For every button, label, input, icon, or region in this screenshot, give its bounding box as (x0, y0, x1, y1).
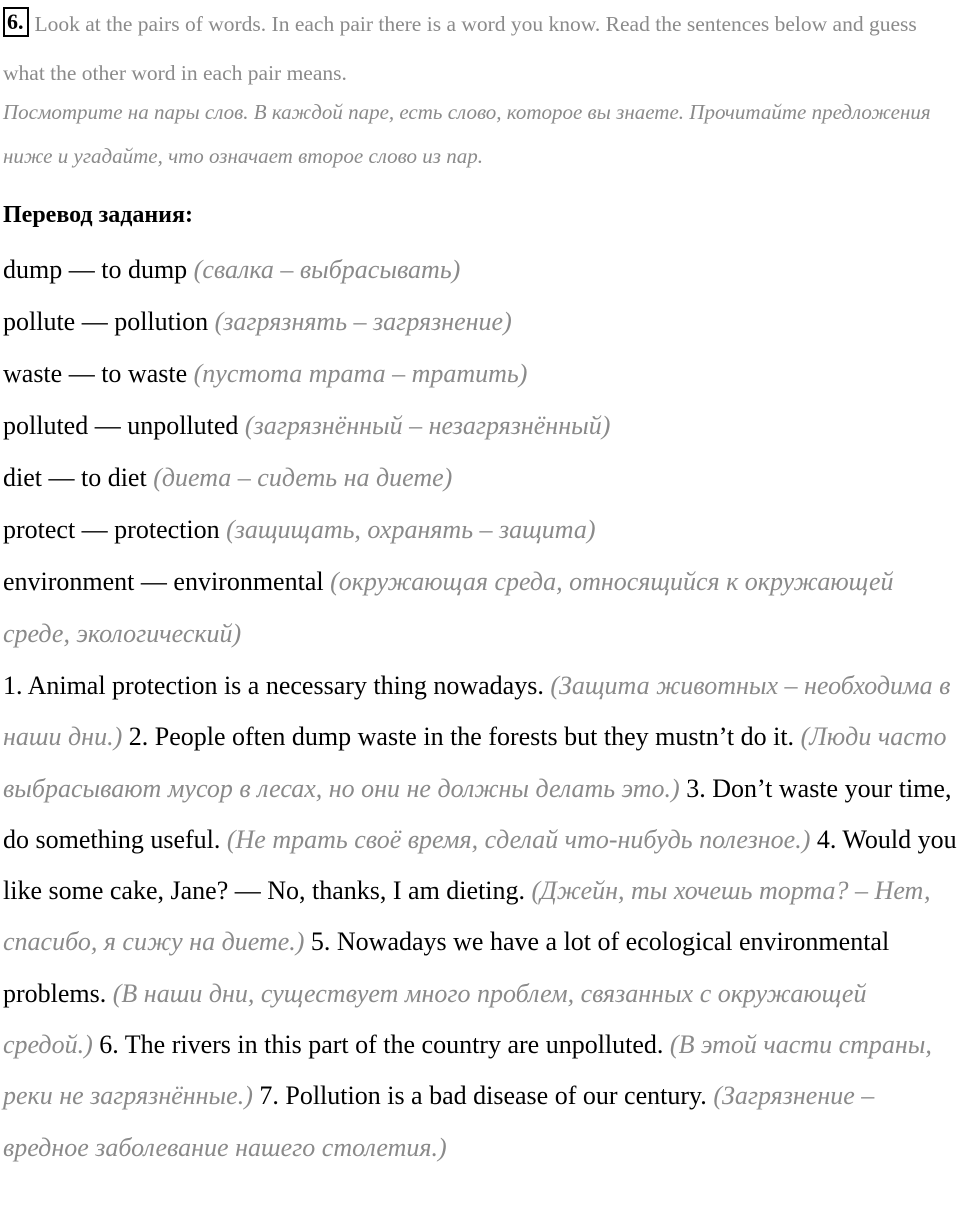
word-pairs-list (3, 244, 958, 660)
sentence-translation: (Загрязнение – вредное заболевание нашего столетия.) (3, 1081, 875, 1162)
sentence-en: 2. People often dump waste in the forests but they mustn’t do it. (128, 722, 795, 752)
section-heading: Перевод задания: (3, 202, 193, 228)
word-pair (3, 452, 958, 504)
sentence-translation: (В этой части страны, реки не загрязнённые.) (3, 1030, 932, 1111)
exercise-page (3, 0, 958, 1173)
pair-words: diet — to diet (3, 463, 147, 492)
word-pair (3, 348, 958, 400)
sentence-en: 1. Animal protection is a necessary thing nowadays. (3, 671, 544, 700)
word-pair (3, 504, 958, 556)
pair-translation: (защищать, охранять – защита) (226, 515, 596, 544)
pair-words: dump — to dump (3, 255, 188, 284)
pair-words: protect — protection (3, 515, 220, 544)
pair-words: polluted — unpolluted (3, 411, 239, 440)
pair-translation: (пустота трата – тратить) (193, 359, 528, 388)
pair-translation: (диета – сидеть на диете) (153, 463, 453, 492)
pair-translation: (окружающая среда, относящийся к окружающей среде, экологический) (3, 567, 894, 648)
sentence-en: 3. Don’t waste your time, do something useful. (3, 773, 952, 854)
sentence-en: 4. Would you like some cake, Jane? — No, thanks, I am dieting. (3, 824, 957, 906)
exercise-number: 6. (3, 7, 29, 37)
sentence-en: 6. The rivers in this part of the country are unpolluted. (99, 1030, 664, 1060)
pair-words: environment — environmental (3, 567, 324, 596)
sentence-translation: (Защита животных – необходима в наши дни.) (3, 671, 951, 752)
instruction-en-text: Look at the pairs of words. In each pair there is a word you know. Read the sentences below and guess what the other word in each pair means. (3, 12, 917, 85)
task-instruction-en (3, 0, 958, 98)
task-instruction-ru: Посмотрите на пары слов. В каждой паре, есть слово, которое вы знаете. Прочитайте предложения ниже и угадайте, что означает второе слово из пар. (3, 100, 931, 168)
word-pair (3, 244, 958, 296)
sentence-en: 7. Pollution is a bad disease of our century. (259, 1081, 707, 1111)
sentences-paragraph (3, 660, 958, 1173)
word-pair (3, 400, 958, 452)
pair-translation: (загрязнённый – незагрязнённый) (244, 411, 611, 440)
pair-translation: (загрязнять – загрязнение) (214, 307, 512, 336)
pair-words: pollute — pollution (3, 307, 209, 336)
sentence-en: 5. Nowadays we have a lot of ecological environmental problems. (3, 927, 890, 1008)
word-pair (3, 556, 958, 660)
sentence-translation: (Джейн, ты хочешь торта? – Нет, спасибо, я сижу на диете.) (3, 876, 931, 957)
word-pair (3, 296, 958, 348)
pair-translation: (свалка – выбрасывать) (193, 255, 461, 284)
pair-words: waste — to waste (3, 359, 188, 388)
sentence-translation: (Не трать своё время, сделай что-нибудь полезное.) (226, 824, 811, 854)
sentence-translation: (Люди часто выбрасывают мусор в лесах, но они не должны делать это.) (3, 722, 947, 803)
sentence-translation: (В наши дни, существует много проблем, связанных с окружающей средой.) (3, 978, 867, 1060)
